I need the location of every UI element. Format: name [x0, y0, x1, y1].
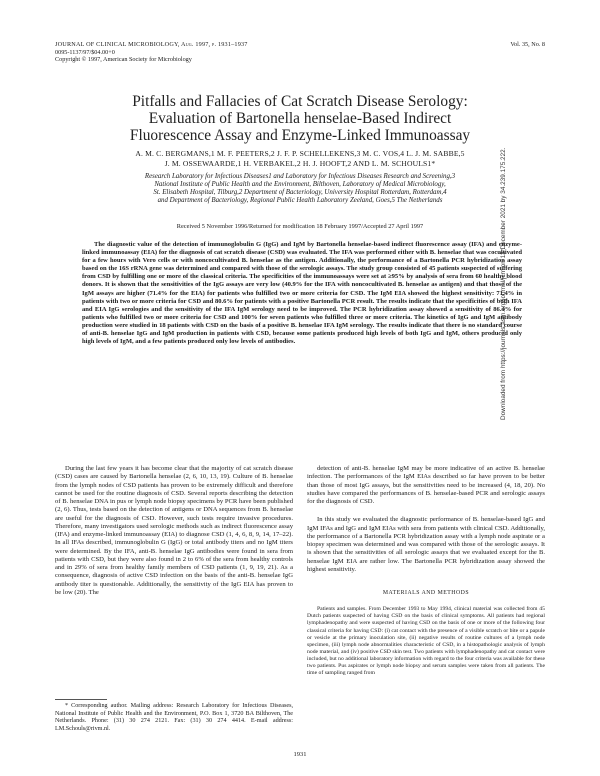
affiliation-line: and Department of Bacteriology, Regional Public Health Laboratory Zeeland, Goes,5 The Netherlands — [157, 197, 443, 205]
author-list — [55, 149, 545, 168]
affiliation-line: Research Laboratory for Infectious Diseases1 and Laboratory for Infectious Diseases Research and Screening,3 — [144, 173, 456, 180]
body-paragraph: detection of anti-B. henselae IgM may be more indicative of an active B. henselae infection. The performances of the IgM EIAs described so far have proven to be better than those of most IgG assays, but the sensitivities need to be increased (4, 18, 20). No studies have compared the performances of B. henselae-based PCR and serologic assays for the diagnosis of CSD. — [307, 465, 545, 505]
affiliations — [55, 173, 545, 205]
article-title — [55, 93, 545, 144]
footnote-divider — [55, 699, 107, 700]
download-watermark: Downloaded from https://journals.asm.org/journal/jcm on 13 December 2021 by 34.239.175.222. — [500, 147, 507, 420]
issn-line: 0095-1137/97/$04.00+0 — [55, 48, 115, 56]
title-line: Pitfalls and Fallacies of Cat Scratch Disease Serology: — [132, 93, 468, 110]
title-line: Fluorescence Assay and Enzyme-Linked Immunoassay — [129, 127, 471, 144]
corresponding-author-footnote: * Corresponding author. Mailing address: Research Laboratory for Infectious Diseases, National Institute of Public Health and the Environment, P.O. Box 1, 3720 BA Bilthoven, The Netherlands. Phone: (31) 30 274 2121. Fax: (31) 30 274 4414. E-mail address: LM.Schouls@rivm.nl. — [55, 703, 293, 733]
page-number: 1931 — [293, 751, 307, 758]
journal-header — [55, 41, 355, 64]
author-line: A. M. C. BERGMANS,1 M. F. PEETERS,2 J. F. P. SCHELLEKENS,3 M. C. VOS,4 L. J. M. SABBE,5 — [135, 149, 465, 158]
methods-paragraph: Patients and samples. From December 1993 to May 1994, clinical material was collected from 45 Dutch patients suspected of having CSD on the basis of clinical symptoms. All patients had regional lymphadenopathy and were suspected of having CSD on the basis of one or more of the following four classical criteria for having CSD: (i) cat contact with the presence of a visible scratch or bite or a papule or vesicle at the primary inoculation site, (ii) negative results of routine cultures of a lymph node specimen, (iii) lymph node abnormalities characteristic of CSD, in a histopathologic analysis of lymph node material, and (iv) positive CSD skin test. Two patients with lymphadenopathy and cat contact were included, but no additional laboratory information with regard to the four criteria was available for these two patients. Pus aspirates or lymph node biopsy and serum samples were taken from all patients. The time of sampling ranged from — [307, 606, 545, 677]
copyright-line: Copyright © 1997, American Society for Microbiology — [55, 56, 192, 64]
journal-line: JOURNAL OF CLINICAL MICROBIOLOGY, Aug. 1997, p. 1931–1937 — [55, 41, 248, 48]
abstract — [82, 241, 522, 346]
section-heading: MATERIALS AND METHODS — [382, 590, 470, 596]
received-dates: Received 5 November 1996/Returned for modification 18 February 1997/Accepted 27 April 1997 — [176, 223, 424, 230]
right-column — [307, 465, 545, 677]
title-line: Evaluation of Bartonella henselae-Based Indirect — [148, 110, 452, 127]
introduction-paragraph: During the last few years it has become clear that the majority of cat scratch disease (CSD) cases are caused by Bartonella henselae (2, 6, 10, 13, 19). Culture of B. henselae from the lymph nodes of CSD patients has proven to be extremely difficult and therefore cannot be used for the routine diagnosis of CSD. Several reports describing the detection of B. henselae DNA in pus or lymph node biopsy specimens by PCR have been published (2, 6). Thus, tests based on the detection of antigens or DNA sequences from B. henselae are useful for the diagnosis of CSD. However, such tests require invasive procedures. Therefore, many investigators used serologic methods such as indirect fluorescence assay (IFA) and enzyme-linked immunoassay (EIA) to diagnose CSD (1, 4, 6, 8, 9, 14, 17–22). In all IFAs described, immunoglobulin G (IgG) or total antibody titers and no IgM titers were determined. By the IFA, anti-B. henselae IgG antibodies were found in sera from patients with CSD, but they were also found in 2 to 6% of the sera from healthy controls and in 29% of sera from healthy family members of CSD patients (1, 9, 19, 21). As a consequence, diagnosis of active CSD infection on the basis of the anti-B. henselae IgG antibody titer is questionable. Additionally, the sensitivity of the IgG EIA has proven to be low (20). The — [55, 465, 293, 596]
affiliation-line: St. Elisabeth Hospital, Tilburg,2 Department of Bacteriology, University Hospital Rotterdam, Rotterdam,4 — [153, 189, 447, 197]
left-column — [55, 465, 293, 597]
volume-label: Vol. 35, No. 8 — [510, 41, 545, 48]
author-line: J. M. OSSEWAARDE,1 H. VERBAKEL,2 H. J. HOOFT,2 AND L. M. SCHOULS1* — [164, 158, 436, 168]
abstract-text: The diagnostic value of the detection of immunoglobulin G (IgG) and IgM by Bartonella henselae-based indirect fluorescence assay (IFA) and enzyme-linked immunoassay (EIA) for the diagnosis of cat scratch disease (CSD) was evaluated. The IFA was performed either with B. henselae that was cocultivated for a few hours with Vero cells or with noncocultivated B. henselae as the antigen. Additionally, the performance of a Bartonella PCR hybridization assay based on the 16S rRNA gene was determined and compared with those of the serologic assays. The study group consisted of 45 patients suspected of suffering from CSD by fulfilling one or more of the classical criteria. The specificities of the immunoassays were set at ≥95% by analysis of sera from 60 healthy blood donors. It is shown that the sensitivities of the IgG assays are very low (40.9% for the IFA with noncocultivated B. henselae as antigen) and that those of the IgM assays are higher (71.4% for the EIA) for patients who fulfilled two or more criteria for CSD. The IgM EIA showed the highest sensitivity: 71.4% in patients with two or more criteria for CSD and 80.6% for patients with a positive Bartonella PCR result. The results indicate that the specificities of both IFA and EIA IgG serologies and the sensitivity of the IFA IgM serology need to be improved. The PCR hybridization assay showed a sensitivity of 86.4% for patients who fulfilled two or more criteria for CSD and 100% for seven patients who fulfilled three or more criteria. The kinetics of IgG and IgM antibody production were studied in 18 patients with CSD on the basis of a positive B. henselae IFA IgM serology. The results indicate that there is no standard course of anti-B. henselae IgG and IgM production in patients with CSD, because some patients produced high levels of both IgG and IgM, others produced only high levels of IgM, and a few patients produced only low levels of antibodies. — [82, 241, 522, 346]
body-paragraph: In this study we evaluated the diagnostic performance of B. henselae-based IgG and IgM IFAs and IgG and IgM EIAs with sera from patients with clinical CSD. Additionally, the performance of a Bartonella PCR hybridization assay with a lymph node aspirate or a biopsy specimen was determined and was compared with those of the serologic assays. It is shown that the sensitivities of all serologic assays that we evaluated except for the B. henselae IgM EIA are rather low. The Bartonella PCR hybridization assay showed the highest sensitivity. — [307, 516, 545, 573]
affiliation-line: National Institute of Public Health and the Environment, Bilthoven, Laboratory of Medical Microbiology, — [154, 181, 446, 189]
